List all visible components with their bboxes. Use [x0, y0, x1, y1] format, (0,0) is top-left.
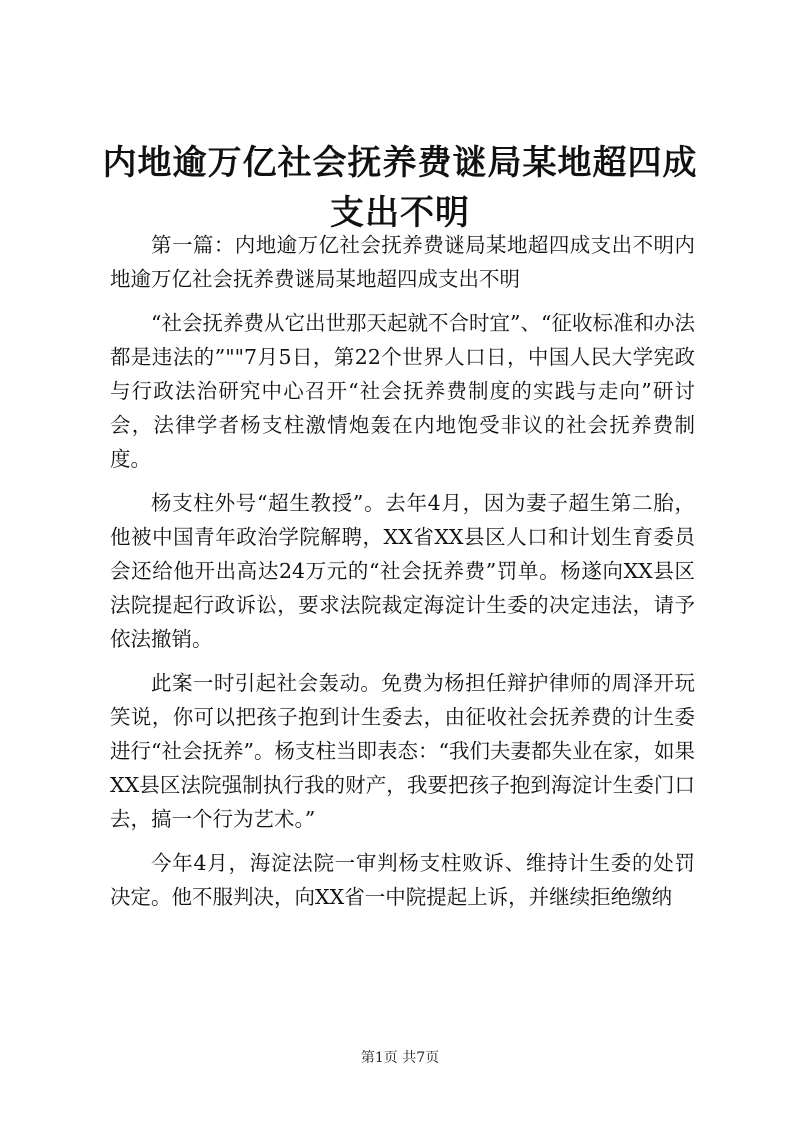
paragraph: 第一篇：内地逾万亿社会抚养费谜局某地超四成支出不明内地逾万亿社会抚养费谜局某地超四成支出不明 [110, 233, 695, 291]
page-footer: 第1页 共7页 [360, 1050, 440, 1066]
document-body [110, 228, 695, 924]
document-title: 内地逾万亿社会抚养费谜局某地超四成支出不明 [102, 143, 698, 233]
paragraph: 此案一时引起社会轰动。免费为杨担任辩护律师的周泽开玩笑说，你可以把孩子抱到计生委去，由征收社会抚养费的计生委进行“社会抚养”。杨支柱当即表态：“我们夫妻都失业在家，如果XX县区法院强制执行我的财产，我要把孩子抱到海淀计生委门口去，搞一个行为艺术。” [110, 671, 695, 831]
paragraph: 杨支柱外号“超生教授”。去年4月，因为妻子超生第二胎，他被中国青年政治学院解聘，XX省XX县区人口和计划生育委员会还给他开出高达24万元的“社会抚养费”罚单。杨遂向XX县区法院提起行政诉讼，要求法院裁定海淀计生委的决定违法，请予依法撤销。 [110, 491, 695, 651]
paragraph: 今年4月，海淀法院一审判杨支柱败诉、维持计生委的处罚决定。他不服判决，向XX省一中院提起上诉，并继续拒绝缴纳 [110, 851, 695, 909]
paragraph: “社会抚养费从它出世那天起就不合时宜”、“征收标准和办法都是违法的”""7月5日，第22个世界人口日，中国人民大学宪政与行政法治研究中心召开“社会抚养费制度的实践与走向”研讨会，法律学者杨支柱激情炮轰在内地饱受非议的社会抚养费制度。 [110, 311, 695, 471]
